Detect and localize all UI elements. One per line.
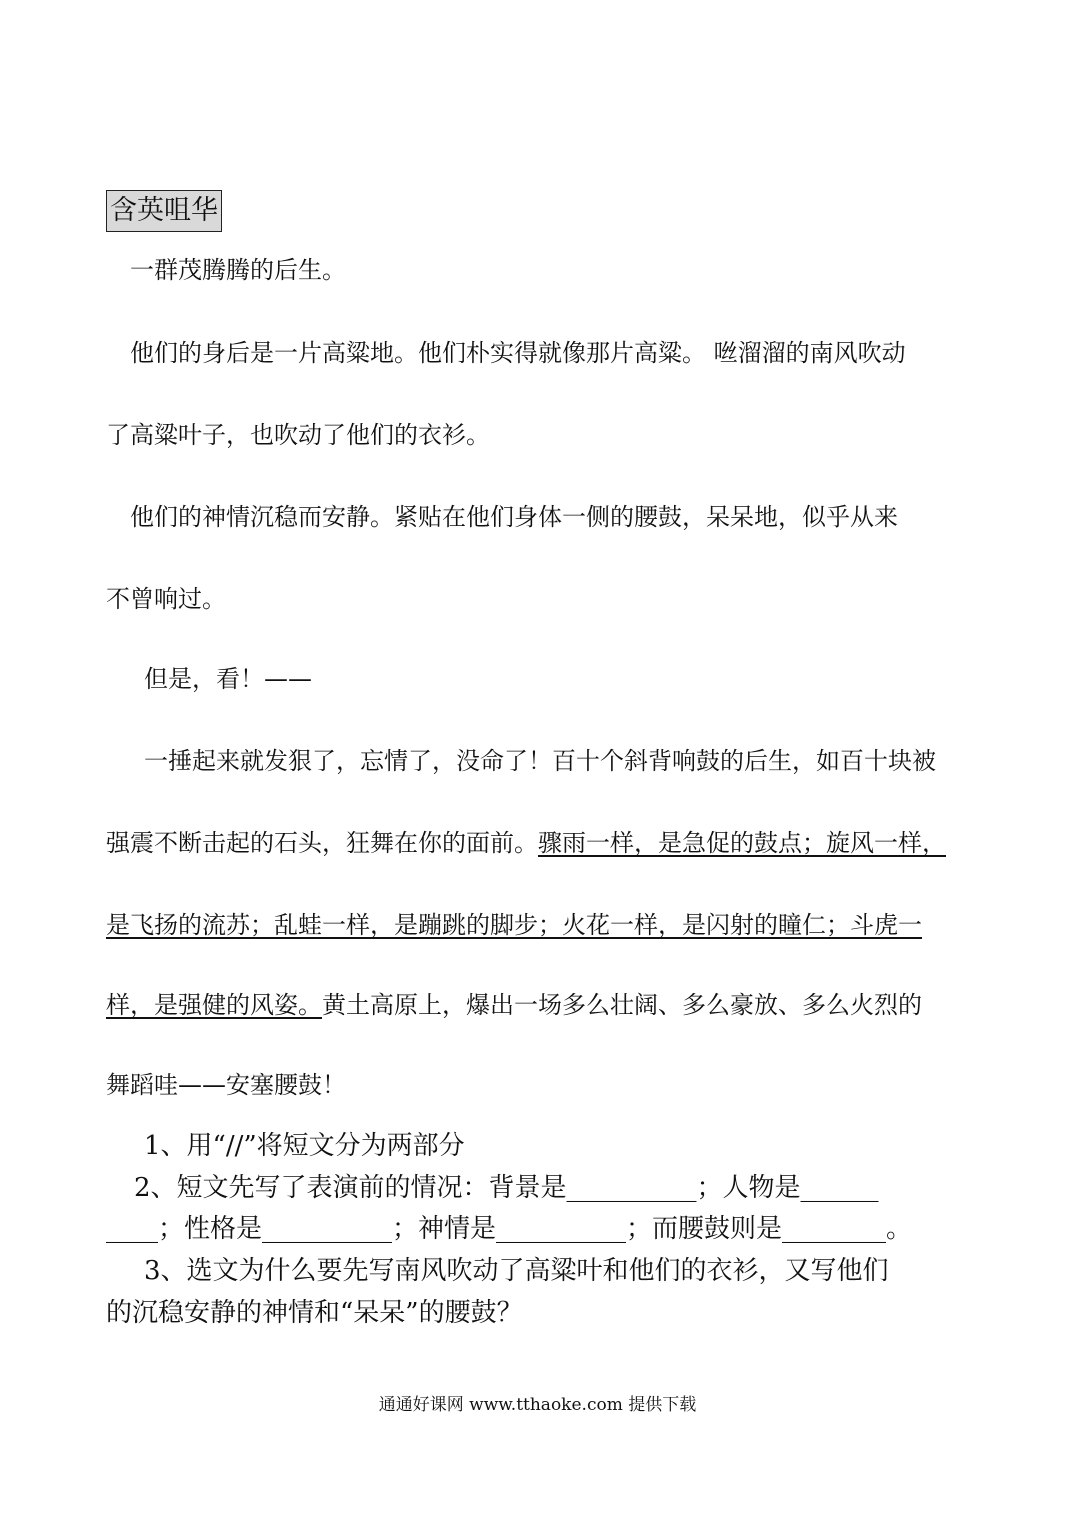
question-3: 3、选文为什么要先写南风吹动了高粱叶和他们的衣衫，又写他们	[144, 1256, 889, 1286]
question-2: 2、短文先写了表演前的情况：背景是__________；人物是______	[134, 1173, 879, 1203]
underlined-text: 骤雨一样，是急促的鼓点；旋风一样，	[538, 829, 946, 857]
paragraph-line	[106, 988, 970, 1022]
paragraph-line: 舞蹈哇——安塞腰鼓！	[106, 1071, 346, 1099]
paragraph-line: 他们的身后是一片高粱地。他们朴实得就像那片高粱。 咝溜溜的南风吹动	[106, 339, 906, 367]
plain-text: 强震不断击起的石头，狂舞在你的面前。	[106, 829, 538, 857]
question-2-cont: ____；性格是__________；神情是__________；而腰鼓则是________。	[106, 1214, 913, 1244]
underlined-text: 样，是强健的风姿。	[106, 991, 322, 1019]
paragraph-line: 了高粱叶子，也吹动了他们的衣衫。	[106, 421, 490, 449]
footer-credit: 通通好课网 www.tthaoke.com 提供下载	[378, 1395, 697, 1415]
plain-text: 黄土高原上，爆出一场多么壮阔、多么豪放、多么火烈的	[322, 991, 922, 1019]
paragraph-line: 但是，看！——	[144, 665, 312, 693]
paragraph-line: 一群茂腾腾的后生。	[106, 256, 346, 284]
paragraph-line: 他们的神情沉稳而安静。紧贴在他们身体一侧的腰鼓，呆呆地，似乎从来	[106, 503, 898, 531]
paragraph-line: 不曾响过。	[106, 585, 226, 613]
underlined-line: 是飞扬的流苏；乱蛙一样，是蹦跳的脚步；火花一样，是闪射的瞳仁；斗虎一	[106, 911, 922, 939]
question-3-cont: 的沉稳安静的神情和“呆呆”的腰鼓？	[106, 1298, 523, 1328]
question-1: 1、用“//”将短文分为两部分	[144, 1131, 465, 1161]
paragraph-line	[106, 826, 970, 860]
paragraph-line: 一捶起来就发狠了，忘情了，没命了！百十个斜背响鼓的后生，如百十块被	[144, 747, 936, 775]
section-title: 含英咀华	[106, 190, 222, 232]
